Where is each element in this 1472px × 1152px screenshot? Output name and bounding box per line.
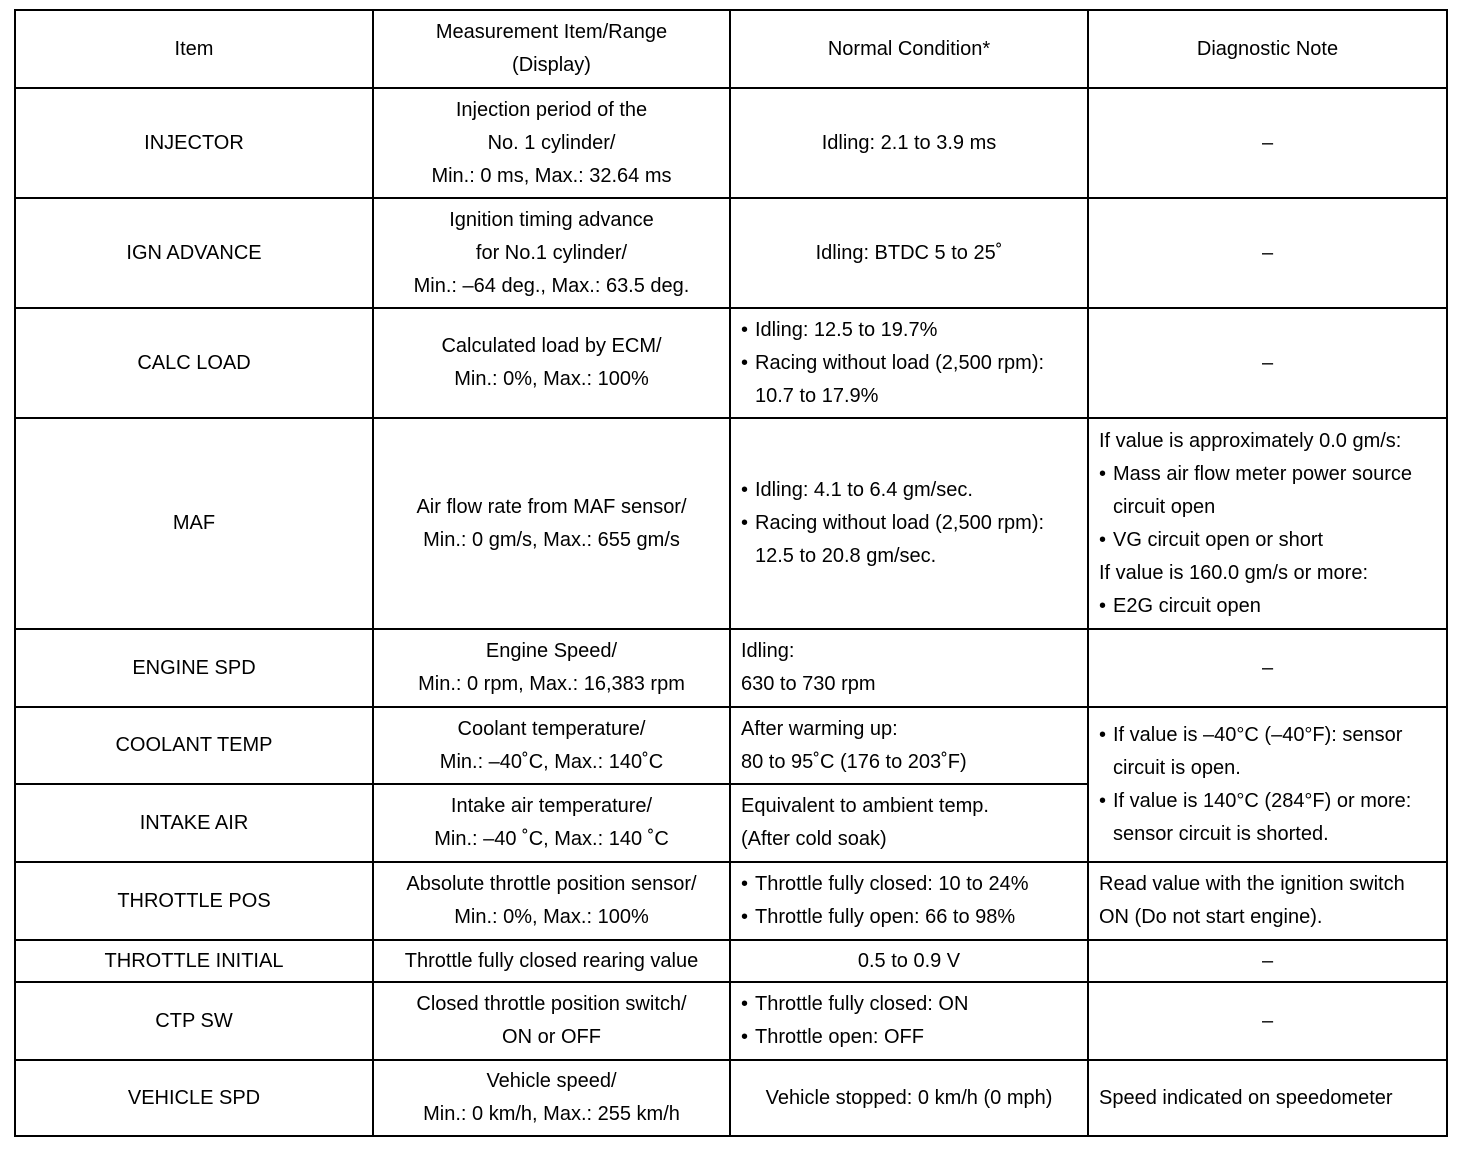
- item-cell: COOLANT TEMP: [15, 707, 373, 784]
- diagnostic-intro: If value is 160.0 gm/s or more:: [1099, 561, 1369, 584]
- measurement-line: Air flow rate from MAF sensor/: [416, 495, 687, 518]
- diagnostic-note-cell: Read value with the ignition switch ON (Do not start engine).: [1088, 862, 1447, 940]
- bullet-item: • VG circuit open or short: [1099, 524, 1436, 557]
- bullet-item: • E2G circuit open: [1099, 590, 1436, 623]
- normal-condition-cell: [730, 982, 1088, 1060]
- measurement-line: Closed throttle position switch/: [416, 993, 687, 1015]
- measurement-line: Ignition timing advance: [449, 208, 654, 231]
- normal-line: Idling:: [741, 640, 795, 662]
- bullet-item: • If value is 140°C (284°F) or more: sensor circuit is shorted.: [1099, 785, 1436, 851]
- measurement-line: Vehicle speed/: [486, 1070, 617, 1092]
- table-row-maf: [15, 418, 1447, 629]
- diagnostic-note-cell: –: [1088, 982, 1447, 1060]
- normal-condition-cell: Idling: BTDC 5 to 25˚: [730, 198, 1088, 308]
- measurement-cell: [373, 629, 730, 707]
- table-row-ctp-sw: [15, 982, 1447, 1060]
- table-row-coolant-temp: [15, 707, 1447, 784]
- header-measurement-line1: Measurement Item/Range: [435, 21, 668, 43]
- diagnostic-note-cell: –: [1088, 629, 1447, 707]
- normal-line: 80 to 95˚C (176 to 203˚F): [741, 750, 967, 773]
- normal-line: (After cold soak): [741, 828, 887, 850]
- measurement-cell: [373, 308, 730, 418]
- item-cell: INJECTOR: [15, 88, 373, 198]
- measurement-cell: [373, 862, 730, 940]
- diagnostic-note-cell: –: [1088, 940, 1447, 982]
- measurement-line: Intake air temperature/: [450, 795, 653, 817]
- normal-condition-cell: Idling: 2.1 to 3.9 ms: [730, 88, 1088, 198]
- measurement-cell: [373, 784, 730, 862]
- diagnostic-intro: If value is approximately 0.0 gm/s:: [1099, 429, 1402, 452]
- diagnostic-note-cell: [1088, 707, 1447, 862]
- table-row-ign-advance: [15, 198, 1447, 308]
- measurement-line: Coolant temperature/: [457, 717, 646, 740]
- measurement-line: Min.: 0 rpm, Max.: 16,383 rpm: [418, 673, 685, 695]
- bullet-item: • Throttle open: OFF: [741, 1021, 1077, 1054]
- measurement-cell: [373, 1060, 730, 1136]
- measurement-line: Min.: 0 ms, Max.: 32.64 ms: [431, 164, 672, 187]
- measurement-line: Min.: –40 ˚C, Max.: 140 ˚C: [434, 828, 669, 850]
- measurement-line: Min.: 0%, Max.: 100%: [454, 368, 649, 390]
- normal-condition-cell: Vehicle stopped: 0 km/h (0 mph): [730, 1060, 1088, 1136]
- normal-condition-cell: [730, 418, 1088, 629]
- diagnostic-note-cell: –: [1088, 88, 1447, 198]
- normal-condition-cell: 0.5 to 0.9 V: [730, 940, 1088, 982]
- measurement-line: ON or OFF: [502, 1026, 601, 1048]
- data-list-table: [14, 9, 1448, 1137]
- header-row: [15, 10, 1447, 88]
- normal-condition-cell: [730, 707, 1088, 784]
- measurement-line: Min.: –40˚C, Max.: 140˚C: [439, 750, 664, 773]
- normal-condition-cell: [730, 784, 1088, 862]
- measurement-line: Absolute throttle position sensor/: [406, 873, 697, 895]
- bullet-item: • Racing without load (2,500 rpm): 10.7 to 17.9%: [741, 347, 1077, 413]
- measurement-cell: Throttle fully closed rearing value: [373, 940, 730, 982]
- bullet-item: • Throttle fully closed: 10 to 24%: [741, 868, 1077, 901]
- normal-line: 630 to 730 rpm: [741, 673, 876, 695]
- item-cell: THROTTLE POS: [15, 862, 373, 940]
- measurement-cell: [373, 198, 730, 308]
- bullet-item: • Throttle fully closed: ON: [741, 988, 1077, 1021]
- diagnostic-note-cell: –: [1088, 198, 1447, 308]
- normal-condition-cell: [730, 862, 1088, 940]
- measurement-line: for No.1 cylinder/: [475, 241, 628, 264]
- table-row-throttle-initial: [15, 940, 1447, 982]
- header-item: Item: [15, 10, 373, 88]
- item-cell: VEHICLE SPD: [15, 1060, 373, 1136]
- measurement-line: Calculated load by ECM/: [441, 335, 662, 357]
- item-cell: CALC LOAD: [15, 308, 373, 418]
- measurement-line: Min.: 0%, Max.: 100%: [454, 906, 649, 928]
- header-diagnostic-note: Diagnostic Note: [1088, 10, 1447, 88]
- bullet-item: • If value is –40°C (–40°F): sensor circuit is open.: [1099, 719, 1436, 785]
- header-measurement: [373, 10, 730, 88]
- item-cell: THROTTLE INITIAL: [15, 940, 373, 982]
- item-cell: ENGINE SPD: [15, 629, 373, 707]
- measurement-line: Engine Speed/: [485, 640, 618, 662]
- table-row-injector: [15, 88, 1447, 198]
- measurement-cell: [373, 982, 730, 1060]
- table-row-vehicle-spd: [15, 1060, 1447, 1136]
- normal-line: Equivalent to ambient temp.: [741, 795, 989, 817]
- diagnostic-note-cell: –: [1088, 308, 1447, 418]
- measurement-line: Min.: 0 km/h, Max.: 255 km/h: [423, 1103, 680, 1125]
- measurement-line: Min.: –64 deg., Max.: 63.5 deg.: [413, 274, 690, 297]
- normal-condition-cell: [730, 308, 1088, 418]
- bullet-item: • Idling: 12.5 to 19.7%: [741, 314, 1077, 347]
- normal-condition-cell: [730, 629, 1088, 707]
- diagnostic-note-cell: Speed indicated on speedometer: [1088, 1060, 1447, 1136]
- measurement-cell: [373, 418, 730, 629]
- measurement-cell: [373, 88, 730, 198]
- item-cell: CTP SW: [15, 982, 373, 1060]
- header-measurement-line2: (Display): [512, 54, 591, 76]
- measurement-line: Min.: 0 gm/s, Max.: 655 gm/s: [423, 528, 680, 551]
- measurement-line: Injection period of the: [455, 98, 648, 121]
- normal-line: After warming up:: [741, 717, 898, 740]
- table-row-throttle-pos: [15, 862, 1447, 940]
- diagnostic-note-cell: [1088, 418, 1447, 629]
- measurement-line: No. 1 cylinder/: [487, 131, 616, 154]
- item-cell: IGN ADVANCE: [15, 198, 373, 308]
- bullet-item: • Idling: 4.1 to 6.4 gm/sec.: [741, 474, 1077, 507]
- header-normal-condition: Normal Condition*: [730, 10, 1088, 88]
- bullet-item: • Mass air flow meter power source circuit open: [1099, 458, 1436, 524]
- bullet-item: • Racing without load (2,500 rpm): 12.5 to 20.8 gm/sec.: [741, 507, 1077, 573]
- measurement-cell: [373, 707, 730, 784]
- item-cell: MAF: [15, 418, 373, 629]
- bullet-item: • Throttle fully open: 66 to 98%: [741, 901, 1077, 934]
- item-cell: INTAKE AIR: [15, 784, 373, 862]
- table-row-calc-load: [15, 308, 1447, 418]
- table-row-engine-spd: [15, 629, 1447, 707]
